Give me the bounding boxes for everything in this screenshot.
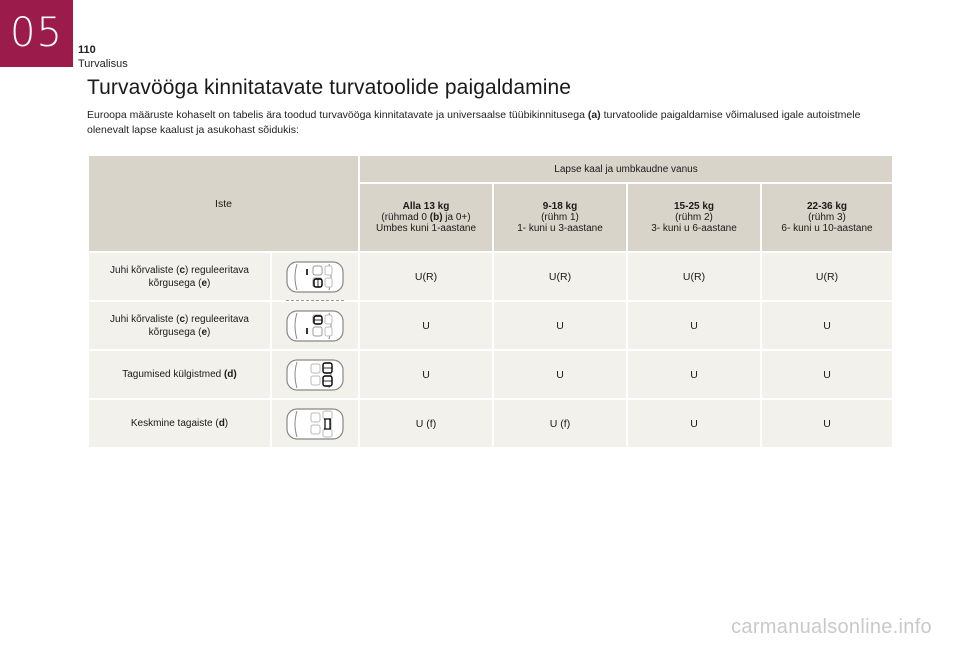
group-weight: 22-36 kg [806,201,848,212]
group-name: (rühmad 0 (b) ja 0+) [381,212,471,223]
seat-name: Tagumised külgistmed (d) [88,350,271,399]
compat-value: U [627,301,761,350]
table-row [88,252,893,301]
car-front-seat-icon [283,258,347,296]
compat-value: U (f) [493,399,627,448]
compat-value: U(R) [761,252,893,301]
group-header-1 [493,183,627,252]
group-name: (rühm 2) [675,212,713,223]
seat-column-header: Iste [88,155,359,252]
compat-value: U [627,350,761,399]
table-row [88,350,893,399]
intro-text-1: Euroopa määruste kohaselt on tabelis ära toodud turvavööga kinnitatavate ja universaalse tüübikinnitusega [87,109,588,121]
watermark: carmanualsonline.info [731,616,932,638]
weight-age-header: Lapse kaal ja umbkaudne vanus [359,155,893,183]
group-age: 3- kuni u 6-aastane [651,223,737,234]
compat-value: U (f) [359,399,493,448]
seat-compatibility-table [87,154,894,449]
compat-value: U [493,350,627,399]
intro-paragraph [87,108,892,138]
seat-position-icon-cell [271,399,359,448]
group-header-2 [627,183,761,252]
compat-value: U(R) [627,252,761,301]
page-number: 110 [78,44,96,56]
seat-name: Juhi kõrvaliste (c) reguleeritava kõrgusega (e) [88,301,271,350]
group-age: 6- kuni u 10-aastane [781,223,873,234]
group-weight: 9-18 kg [542,201,578,212]
compat-value: U [761,399,893,448]
compat-value: U [761,350,893,399]
compat-value: U(R) [359,252,493,301]
group-weight: 15-25 kg [673,201,715,212]
chapter-number-tab: 05 [0,0,73,67]
car-rear-side-seats-icon [283,356,347,394]
seat-position-icon-cell [271,301,359,350]
car-rear-center-seat-icon [283,405,347,443]
compat-value: U [761,301,893,350]
group-age: Umbes kuni 1-aastane [375,223,477,234]
group-header-0 [359,183,493,252]
intro-footnote-mark: (a) [587,109,601,121]
group-age: 1- kuni u 3-aastane [517,223,603,234]
dashed-divider [286,300,344,301]
group-name: (rühm 3) [808,212,846,223]
table-row [88,399,893,448]
car-front-seat-icon [283,307,347,345]
seat-position-icon-cell [271,350,359,399]
group-header-3 [761,183,893,252]
compat-value: U [359,350,493,399]
seat-position-icon-cell [271,252,359,301]
seat-name: Juhi kõrvaliste (c) reguleeritava kõrgusega (e) [88,252,271,301]
compat-value: U(R) [493,252,627,301]
seat-name: Keskmine tagaiste (d) [88,399,271,448]
group-weight: Alla 13 kg [402,201,450,212]
compat-value: U [493,301,627,350]
intro-text-2: turvatoolide paigaldamise võimalused igale autoistmele olenevalt lapse kaalust ja asukohast sõidukis: [87,109,861,136]
table-row [88,301,893,350]
section-name: Turvalisus [78,58,128,70]
page-title: Turvavööga kinnitatavate turvatoolide paigaldamine [87,76,572,99]
compat-value: U [359,301,493,350]
compat-value: U [627,399,761,448]
group-name: (rühm 1) [541,212,579,223]
